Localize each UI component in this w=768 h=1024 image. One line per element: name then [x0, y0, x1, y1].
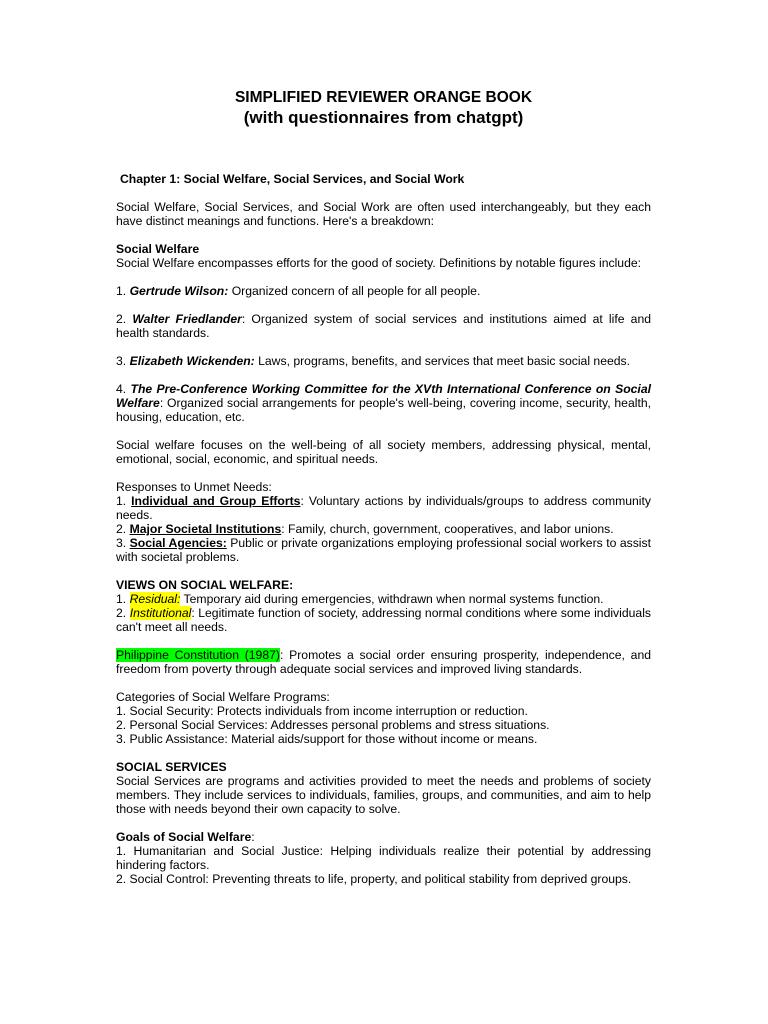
view-text: : Legitimate function of society, addressing normal conditions where some individuals can't meet all needs.	[116, 606, 651, 634]
social-welfare-section	[116, 242, 651, 270]
list-number: 2.	[116, 522, 130, 536]
document-page	[116, 88, 651, 886]
definition-text: : Organized system of social services and institutions aimed at life and health standards.	[116, 312, 651, 340]
social-welfare-heading: Social Welfare	[116, 242, 200, 256]
category-item: 2. Personal Social Services: Addresses personal problems and stress situations.	[116, 718, 550, 732]
responses-section	[116, 480, 651, 564]
category-item: 3. Public Assistance: Material aids/support for those without income or means.	[116, 732, 538, 746]
definition-name: Walter Friedlander	[132, 312, 242, 326]
list-number: 4.	[116, 382, 131, 396]
response-text: : Voluntary actions by individuals/groups to address community needs.	[116, 494, 651, 522]
social-services-heading: SOCIAL SERVICES	[116, 760, 227, 774]
views-heading: VIEWS ON SOCIAL WELFARE:	[116, 578, 294, 592]
view-name-highlight: Institutional	[129, 606, 192, 620]
categories-section	[116, 690, 651, 746]
list-number: 2.	[116, 606, 130, 620]
document-title: SIMPLIFIED REVIEWER ORANGE BOOK	[234, 89, 533, 106]
intro-paragraph: Social Welfare, Social Services, and Social Work are often used interchangeably, but they each have distinct meanings and functions. Here's a breakdown:	[116, 200, 651, 228]
definition-item	[116, 382, 651, 424]
social-services-text: Social Services are programs and activities provided to meet the needs and problems of society members. They include services to individuals, families, groups, and communities, and aim to help those with needs beyond their own capacity to solve.	[116, 774, 651, 816]
categories-heading: Categories of Social Welfare Programs:	[116, 690, 330, 704]
definition-name: The Pre-Conference Working Committee for the XVth International Conference on Social Welfare	[116, 382, 651, 410]
list-number: 3.	[116, 354, 130, 368]
definition-item	[116, 284, 651, 298]
goals-section	[116, 830, 651, 886]
response-name: Major Societal Institutions	[129, 522, 282, 536]
view-item	[116, 592, 651, 606]
definition-text: Organized concern of all people for all people.	[228, 284, 481, 298]
view-item	[116, 606, 651, 634]
definition-text: Laws, programs, benefits, and services that meet basic social needs.	[254, 354, 631, 368]
focus-paragraph: Social welfare focuses on the well-being of all society members, addressing physical, mental, emotional, social, economic, and spiritual needs.	[116, 438, 651, 466]
chapter-heading: Chapter 1: Social Welfare, Social Services, and Social Work	[120, 172, 465, 186]
definition-item	[116, 312, 651, 340]
list-number: 1.	[116, 592, 130, 606]
list-number: 3.	[116, 536, 130, 550]
definition-text: : Organized social arrangements for people's well-being, covering income, security, health, housing, education, etc.	[116, 396, 651, 424]
category-item: 1. Social Security: Protects individuals from income interruption or reduction.	[116, 704, 528, 718]
response-name: Individual and Group Efforts	[131, 494, 301, 508]
social-welfare-text: Social Welfare encompasses efforts for the good of society. Definitions by notable figures include:	[116, 256, 642, 270]
goals-colon: :	[251, 830, 255, 844]
response-name: Social Agencies:	[129, 536, 227, 550]
list-number: 1.	[116, 494, 132, 508]
social-services-section	[116, 760, 651, 816]
definition-name: Gertrude Wilson:	[129, 284, 229, 298]
document-subtitle: (with questionnaires from chatgpt)	[243, 108, 524, 127]
view-name-highlight: Residual:	[129, 592, 181, 606]
constitution-text: : Promotes a social order ensuring prosperity, independence, and freedom from poverty through adequate social services and improved living standards.	[116, 648, 652, 676]
responses-heading: Responses to Unmet Needs:	[116, 480, 272, 494]
view-text: Temporary aid during emergencies, withdrawn when normal systems function.	[180, 592, 604, 606]
goal-item: 1. Humanitarian and Social Justice: Helping individuals realize their potential by addressing hindering factors.	[116, 844, 651, 872]
response-text: Public or private organizations employing professional social workers to assist with societal problems.	[116, 536, 651, 564]
list-number: 1.	[116, 284, 130, 298]
goal-item: 2. Social Control: Preventing threats to life, property, and political stability from deprived groups.	[116, 872, 632, 886]
response-item	[116, 522, 651, 536]
response-item	[116, 494, 651, 522]
definition-name: Elizabeth Wickenden:	[129, 354, 255, 368]
goals-heading: Goals of Social Welfare	[116, 830, 252, 844]
response-item	[116, 536, 651, 564]
response-text: : Family, church, government, cooperatives, and labor unions.	[281, 522, 614, 536]
views-section	[116, 578, 651, 634]
definition-item	[116, 354, 651, 368]
constitution-paragraph	[116, 648, 651, 676]
constitution-label-highlight: Philippine Constitution (1987)	[116, 648, 280, 662]
list-number: 2.	[116, 312, 133, 326]
goals-heading-line	[116, 830, 651, 844]
